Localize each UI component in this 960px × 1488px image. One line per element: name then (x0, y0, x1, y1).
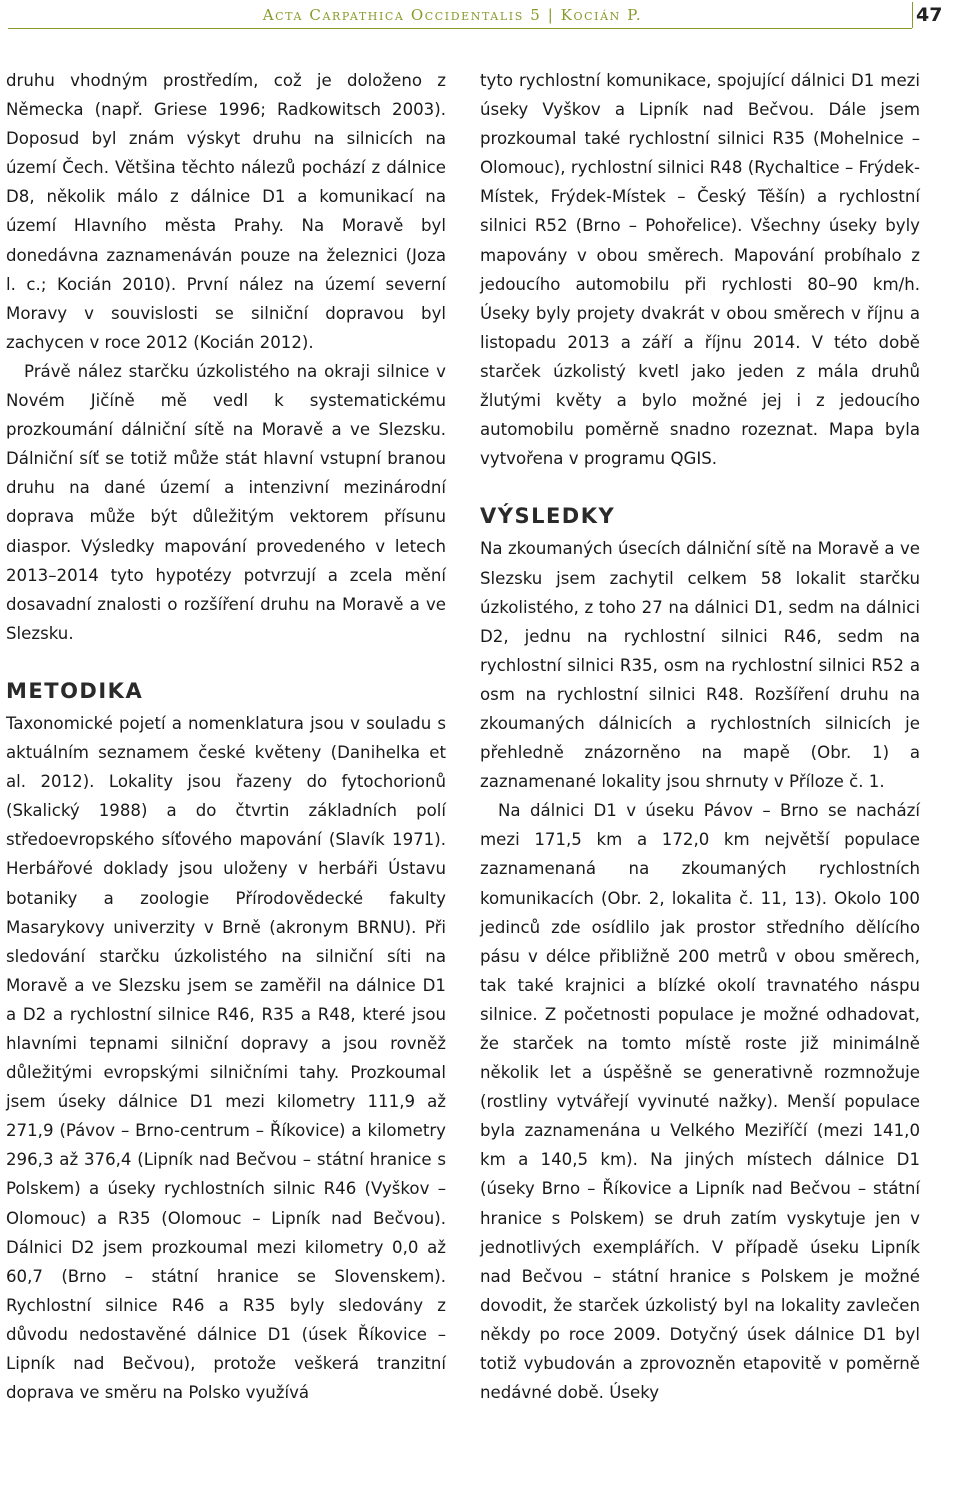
left-column (6, 66, 446, 1407)
left-paragraph-2: Právě nález starčku úzkolistého na okraji silnice v Novém Jičíně mě vedl k systematickému prozkoumání dálniční sítě na Moravě a ve Slezsku. Dálniční síť se totiž může stát hlavní vstupní branou druhu na dané území a intenzivní mezinárodní doprava může být důležitým vektorem přísunu diaspor. Výsledky mapování provedeného v letech 2013–2014 tyto hypotézy potvrzují a zcela mění dosavadní znalosti o rozšíření druhu na Moravě a ve Slezsku. (6, 361, 446, 643)
right-paragraph-2: Na zkoumaných úsecích dálniční sítě na Moravě a ve Slezsku jsem zachytil celkem 58 lokalit starčku úzkolistého, z toho 27 na dálnici D1, sedm na dálnici D2, jednu na rychlostní silnici R46, sedm na rychlostní silnici R35, osm na rychlostní silnici R52 a osm na rychlostní silnici R48. Rozšíření druhu na zkoumaných dálnicích a rychlostních silnicích je přehledně znázorněno na mapě (Obr. 1) a zaznamenané lokality jsou shrnuty v Příloze č. 1. (480, 539, 920, 792)
heading-vysledky: VÝSLEDKY (480, 504, 616, 529)
header-rule (8, 28, 912, 29)
right-paragraph-3: Na dálnici D1 v úseku Pávov – Brno se nachází mezi 171,5 km a 172,0 km největší populace zaznamenaná na zkoumaných rychlostních komunikacích (Obr. 2, lokalita č. 11, 13). Okolo 100 jedinců zde osídlilo jak prostor středního dělícího pásu v délce přibližně 200 metrů v obou směrech, tak také krajnici a blízké okolí travnatého náspu silnice. Z početnosti populace je možné odhadovat, že starček na tomto místě roste již minimálně několik let a úspěšně se generativně rozmnožuje (rostliny vytvářejí vyvinuté nažky). Menší populace byla zaznamenána u Velkého Meziříčí (mezi 141,0 km a 140,5 km). Na jiných místech dálnice D1 (úseky Brno – Říkovice a Lipník nad Bečvou – státní hranice s Polskem) se druh zatím vyskytuje jen v jednotlivých exemplářích. V případě úseku Lipník nad Bečvou – státní hranice s Polskem je možné dovodit, že starček úzkolistý byl na lokality zavlečen někdy po roce 2009. Dotyčný úsek dálnice D1 byl totiž vybudován a zprovozněn etapovitě v poměrně nedávné době. Úseky (480, 801, 920, 1403)
page-number-divider (912, 2, 913, 28)
left-paragraph-1: druhu vhodným prostředím, což je doloženo z Německa (např. Griese 1996; Radkowitsch 2003). Doposud byl znám výskyt druhu na silnicích na území Čech. Většina těchto nálezů pochází z dálnice D8, několik málo z dálnice D1 a komunikací na území Hlavního města Prahy. Na Moravě byl donedávna zaznamenáván pouze na železnici (Joza l. c.; Kocián 2010). První nález na území severní Moravy v souvislosti se silniční dopravou byl zachycen v roce 2012 (Kocián 2012). (6, 71, 446, 352)
heading-metodika: METODIKA (6, 678, 144, 703)
left-paragraph-3: Taxonomické pojetí a nomenklatura jsou v souladu s aktuálním seznamem české květeny (Danihelka et al. 2012). Lokality jsou řazeny do fytochorionů (Skalický 1988) a do čtvrtin základních polí středoevropského síťového mapování (Slavík 1971). Herbářové doklady jsou uloženy v herbáři Ústavu botaniky a zoologie Přírodovědecké fakulty Masarykovy univerzity v Brně (akronym BRNU). Při sledování starčku úzkolistého na silniční síti na Moravě a ve Slezsku jsem se zaměřil na dálnice D1 a D2 a rychlostní silnice R46, R35 a R48, které jsou hlavními tepnami silniční dopravy a jsou rovněž důležitými evropskými silničními tahy. Prozkoumal jsem úseky dálnice D1 mezi kilometry 111,9 až 271,9 (Pávov – Brno-centrum – Říkovice) a kilometry 296,3 až 376,4 (Lipník nad Bečvou – státní hranice s Polskem) a úseky rychlostních silnic R46 (Vyškov – Olomouc) a R35 (Olomouc – Lipník nad Bečvou). Dálnici D2 jsem prozkoumal mezi kilometry 0,0 až 60,7 (Brno – státní hranice se Slovenskem). Rychlostní silnice R46 a R35 byly sledovány z důvodu nedostavěné dálnice D1 (úsek Říkovice – Lipník nad Bečvou), protože veškerá tranzitní doprava ve směru na Polsko využívá (6, 713, 446, 1403)
right-paragraph-1: tyto rychlostní komunikace, spojující dálnici D1 mezi úseky Vyškov a Lipník nad Bečvou. Dále jsem prozkoumal také rychlostní silnici R35 (Mohelnice – Olomouc), rychlostní silnici R48 (Rychaltice – Frýdek-Místek, Frýdek-Místek – Český Těšín) a rychlostní silnici R52 (Brno – Pohořelice). Všechny úseky byly mapovány v obou směrech. Mapování probíhalo z jedoucího automobilu při rychlosti 80–90 km/h. Úseky byly projety dvakrát v obou směrech v říjnu a listopadu 2013 a září a říjnu 2014. V této době starček úzkolistý kvetl jako jeden z mála druhů žlutými květy a bylo možné jej i z jedoucího automobilu poměrně snadno rozeznat. Mapa byla vytvořena v programu QGIS. (480, 71, 920, 469)
page-header (0, 0, 960, 40)
running-head: Acta Carpathica Occidentalis 5 | Kocián P. (262, 6, 643, 24)
right-column (480, 66, 920, 1407)
page-number: 47 (916, 4, 943, 26)
